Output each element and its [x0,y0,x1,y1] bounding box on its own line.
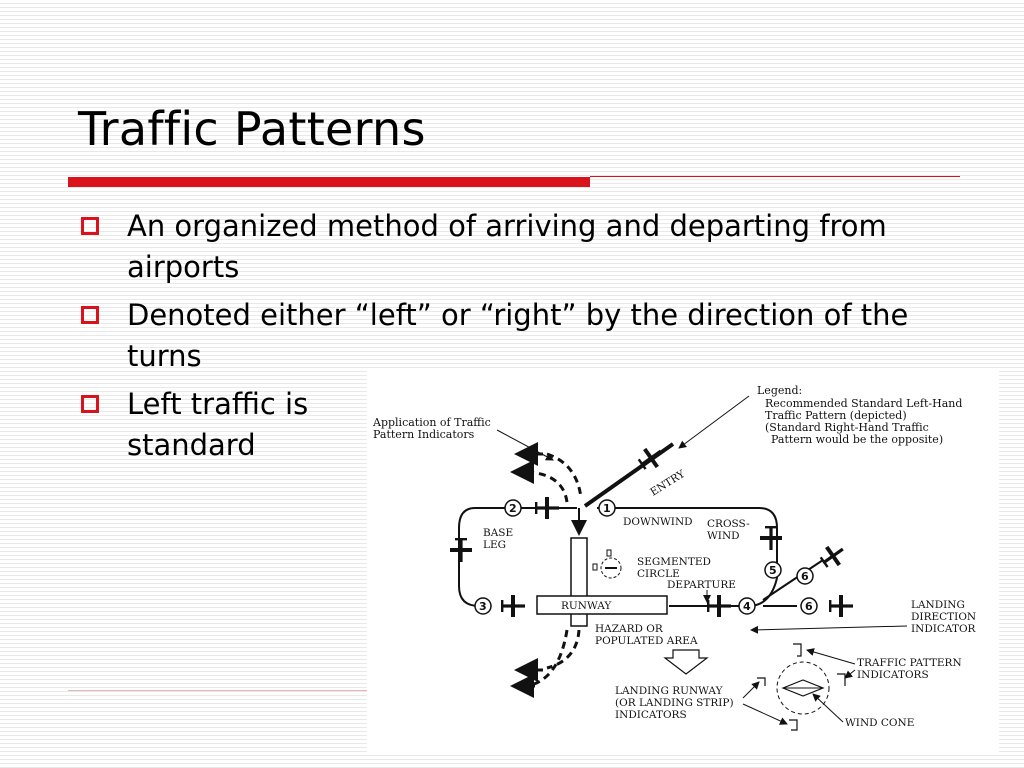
leg-number-3 [475,598,491,614]
leg-number-2 [505,500,521,516]
title-underline [68,177,590,187]
legend-pointer-arrow [679,396,749,448]
dashed-arc [547,630,579,668]
departure-label: DEPARTURE [667,579,736,591]
leg-number-4 [739,598,755,614]
airplane-icon [501,595,525,617]
application-label: Pattern Indicators [373,428,475,441]
legend-line: Traffic Pattern (depicted) [765,409,907,422]
traffic-pattern-diagram [367,368,999,752]
airplane-icon [535,497,559,519]
legend-title: Legend: [757,384,803,397]
base-leg-path [459,508,507,606]
airplane-icon [450,538,472,562]
square-bullet-icon [81,395,99,413]
svg-text:2: 2 [509,502,517,515]
square-bullet-icon [81,217,99,235]
bullet-text: Denoted either “left” or “right” by the direction of the turns [127,298,909,373]
landing-direction-pointer [751,626,907,630]
landing-runway-label: LANDING RUNWAY [615,685,723,697]
bullet-item [78,295,987,377]
hazard-label: HAZARD OR [595,623,663,635]
title-underline-thin [590,176,960,177]
tpi-pointer [845,670,855,678]
wind-cone-label: WIND CONE [845,717,915,729]
traffic-pattern-indicators-label: INDICATORS [857,669,929,681]
legend-line: Pattern would be the opposite) [771,433,944,446]
legend-line: (Standard Right-Hand Traffic [765,421,929,434]
svg-text:3: 3 [479,600,487,613]
svg-text:6: 6 [805,600,813,613]
leg-number-6a [797,568,813,584]
runway-label: RUNWAY [561,600,612,612]
downwind-label: DOWNWIND [623,516,693,528]
leg-number-5 [765,562,781,578]
application-label: Application of Traffic [373,416,491,429]
slide-title: Traffic Patterns [78,102,426,156]
bullet-text: Left traffic is standard [127,387,309,462]
airplane-icon [817,540,849,572]
bullet-item [78,206,987,288]
svg-text:4: 4 [743,600,751,613]
svg-text:6: 6 [801,570,809,583]
crosswind-turn [751,578,777,606]
landing-runway-label: INDICATORS [615,709,687,721]
hazard-label: POPULATED AREA [595,635,698,647]
runway [537,538,667,626]
segmented-circle-label: CIRCLE [637,568,680,580]
legend [757,384,962,446]
square-bullet-icon [81,306,99,324]
landing-runway-pointer [743,682,759,698]
base-leg-label: BASE [483,527,514,539]
landing-direction-label: INDICATOR [911,623,976,635]
footer-divider [68,690,368,691]
hazard-arrow-icon [665,650,707,674]
dashed-arc [547,454,581,498]
leg-number-6b [801,598,817,614]
tpi-pointer [807,650,855,664]
landing-direction-label: LANDING [911,599,965,611]
segmented-circle-icon [593,550,621,578]
entry-label: ENTRY [648,468,688,499]
wind-cone-pointer [813,694,843,722]
crosswind-label: WIND [707,530,740,542]
leg-number-1 [599,500,615,516]
base-leg-label: LEG [483,539,507,551]
svg-text:5: 5 [769,564,777,577]
dashed-arc [527,630,567,686]
bullet-text: An organized method of arriving and departing from airports [127,209,887,284]
traffic-pattern-indicators-label: TRAFFIC PATTERN [857,657,962,669]
crosswind-label: CROSS- [707,518,750,530]
airplane-icon [760,526,782,550]
bullet-item [78,384,387,466]
landing-runway-label: (OR LANDING STRIP) [615,697,734,709]
svg-text:1: 1 [603,502,611,515]
legend-line: Recommended Standard Left-Hand [765,397,963,410]
airplane-icon [829,595,853,617]
segmented-circle-label: SEGMENTED [637,556,711,568]
landing-direction-label: DIRECTION [911,611,977,623]
landing-runway-pointer [743,704,787,724]
